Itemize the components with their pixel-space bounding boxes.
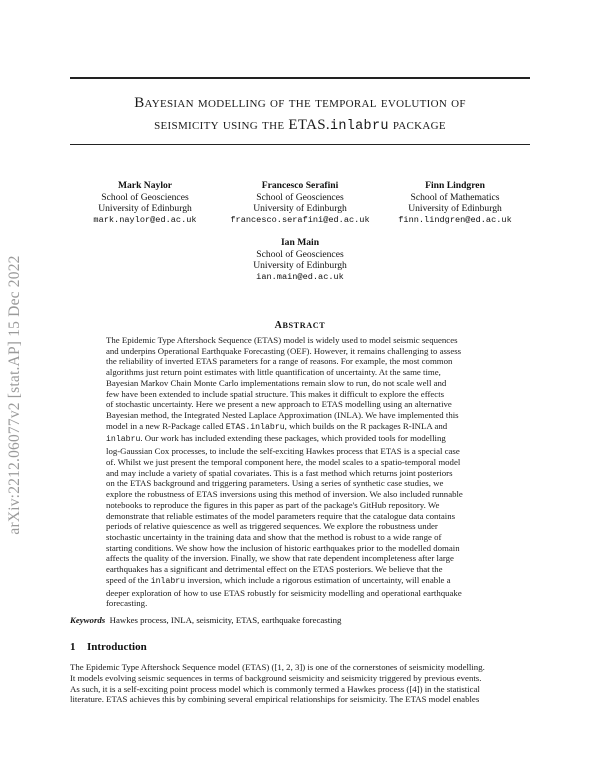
abstract-line: and underpins Operational Earthquake Forecasting (OEF). However, it remains challenging to assess — [106, 345, 462, 356]
keywords-label: Keywords — [70, 615, 106, 625]
abstract-line — [106, 421, 496, 434]
intro-line: literature. ETAS achieves this by combining several empirical relationships for seismicity. The ETAS model enables — [70, 694, 480, 705]
abstract-line: algorithms just return point estimates with little quantification of uncertainty. At the same time, — [106, 367, 441, 378]
title-line-2 — [70, 114, 530, 138]
abstract-text: inversion, which include a rigorous estimation of uncertainty, will enable a — [185, 574, 451, 585]
author-name: Mark Naylor — [117, 180, 173, 191]
abstract-text: . Our work has included extending these packages, which provided tools for modelling — [140, 433, 446, 444]
package-name-inlabru: inlabru — [150, 576, 186, 586]
abstract-line: of. Whilst we just present the temporal component here, the model scales to a spatio-temporal model — [106, 456, 461, 467]
author-block — [215, 237, 385, 283]
title-line-2-package: inlabru — [329, 119, 389, 134]
package-name-inlabru: inlabru — [106, 435, 141, 445]
abstract-heading-initial: A — [274, 320, 283, 331]
author-email[interactable]: ian.main@ed.ac.uk — [256, 271, 344, 282]
abstract-line: affects the quality of the inversion. Finally, we show that rate dependent incompleteness after large — [106, 553, 454, 564]
author-university: University of Edinburgh — [98, 203, 192, 214]
abstract-heading — [0, 320, 600, 331]
intro-line: The Epidemic Type Aftershock Sequence model (ETAS) ([1, 2, 3]) is one of the cornerstones of seismicity modelling. — [70, 662, 485, 672]
abstract-line: Bayesian method, the Integrated Nested Laplace Approximation (INLA). We have implemented this — [106, 410, 459, 421]
author-department: School of Geosciences — [256, 248, 344, 260]
author-department: School of Geosciences — [101, 191, 189, 203]
author-name: Finn Lindgren — [425, 180, 485, 191]
abstract-line: notebooks to reproduce the figures in this paper as part of the package's GitHub repository. We — [106, 499, 440, 510]
title-line-2-suffix: package — [388, 117, 446, 133]
abstract-line: the reliability of inverted ETAS parameters for a range of reasons. For example, the most common — [106, 356, 453, 367]
title-bottom-rule — [70, 144, 530, 145]
paper-title — [70, 92, 530, 138]
author-email[interactable]: mark.naylor@ed.ac.uk — [93, 214, 197, 225]
author-block — [370, 180, 540, 226]
abstract-line: demonstrate that reliable estimates of the model parameters require that the catalogue data contains — [106, 510, 456, 521]
abstract-line: and may include a variety of spatial covariates. This is a fast method which returns joint posteriors — [106, 467, 453, 478]
title-top-rule — [70, 77, 530, 79]
abstract-line — [106, 433, 496, 446]
author-block — [60, 180, 230, 226]
keywords-text: Hawkes process, INLA, seismicity, ETAS, earthquake forecasting — [109, 615, 342, 625]
author-university: University of Edinburgh — [253, 203, 347, 214]
abstract-body — [106, 335, 496, 609]
abstract-text: , which builds on the R packages R-INLA and — [284, 420, 448, 431]
section-title: Introduction — [87, 641, 147, 653]
abstract-heading-rest: BSTRACT — [282, 321, 326, 330]
arxiv-identifier: arXiv:2212.06077v2 [stat.AP] 15 Dec 2022 — [6, 255, 23, 535]
section-heading-introduction — [70, 641, 147, 653]
author-department: School of Geosciences — [256, 191, 344, 203]
title-line-1: Bayesian modelling of the temporal evolution of — [134, 95, 466, 111]
author-name: Francesco Serafini — [261, 180, 339, 191]
intro-line: As such, it is a self-exciting point process model which is commonly termed a Hawkes process ([4]) in the statistical — [70, 683, 480, 694]
introduction-body — [70, 662, 532, 705]
keywords — [70, 615, 341, 625]
abstract-line: of stochastic uncertainty. Here we present a new approach to ETAS modelling using an alternative — [106, 399, 452, 410]
abstract-line: The Epidemic Type Aftershock Sequence (ETAS) model is widely used to model seismic sequences — [106, 335, 458, 345]
author-name: Ian Main — [280, 237, 320, 248]
author-university: University of Edinburgh — [253, 260, 347, 271]
author-block — [215, 180, 385, 226]
abstract-line: log-Gaussian Cox processes, to include the self-exciting Hawkes process that ETAS is a special case — [106, 446, 460, 457]
abstract-line — [106, 575, 496, 588]
package-name-etas-inlabru: ETAS.inlabru — [225, 422, 285, 432]
abstract-text: model in a new R-Package called — [106, 420, 226, 431]
author-university: University of Edinburgh — [408, 203, 502, 214]
abstract-line: explore the robustness of ETAS inversions using this method of inversion. We also included runnable — [106, 489, 463, 500]
abstract-line: Bayesian Markov Chain Monte Carlo implementations remain slow to run, do not scale well and — [106, 377, 447, 388]
abstract-line: on the ETAS background and triggering parameters. Using a series of synthetic case studies, we — [106, 478, 444, 489]
abstract-line: forecasting. — [106, 598, 148, 609]
intro-line: It models evolving seismic sequences in terms of background seismicity and seismicity triggered by previous events. — [70, 672, 482, 683]
arxiv-identifier-sidebar — [0, 195, 30, 595]
author-department: School of Mathematics — [410, 191, 500, 203]
abstract-line: deeper exploration of how to use ETAS robustly for seismicity modelling and operational earthquake — [106, 587, 462, 598]
author-email[interactable]: francesco.serafini@ed.ac.uk — [230, 214, 370, 225]
title-line-2-prefix: seismicity using the ETAS. — [154, 117, 330, 133]
section-number: 1 — [70, 641, 76, 653]
abstract-line: stochastic uncertainty in the training data and show that the method is robust to a wide range of — [106, 531, 442, 542]
abstract-line: few have been extended to include spatial structure. This makes it difficult to explore the effects — [106, 388, 445, 399]
abstract-line: periods of relative quiescence as well as triggered sequences. We explore the robustness under — [106, 521, 438, 532]
author-email[interactable]: finn.lindgren@ed.ac.uk — [398, 214, 512, 225]
abstract-text: speed of the — [106, 574, 151, 585]
abstract-line: starting conditions. We show how the inclusion of historic earthquakes prior to the modelled domain — [106, 542, 460, 553]
abstract-line: earthquakes has a significant and detrimental effect on the ETAS posteriors. We believe that the — [106, 564, 443, 575]
